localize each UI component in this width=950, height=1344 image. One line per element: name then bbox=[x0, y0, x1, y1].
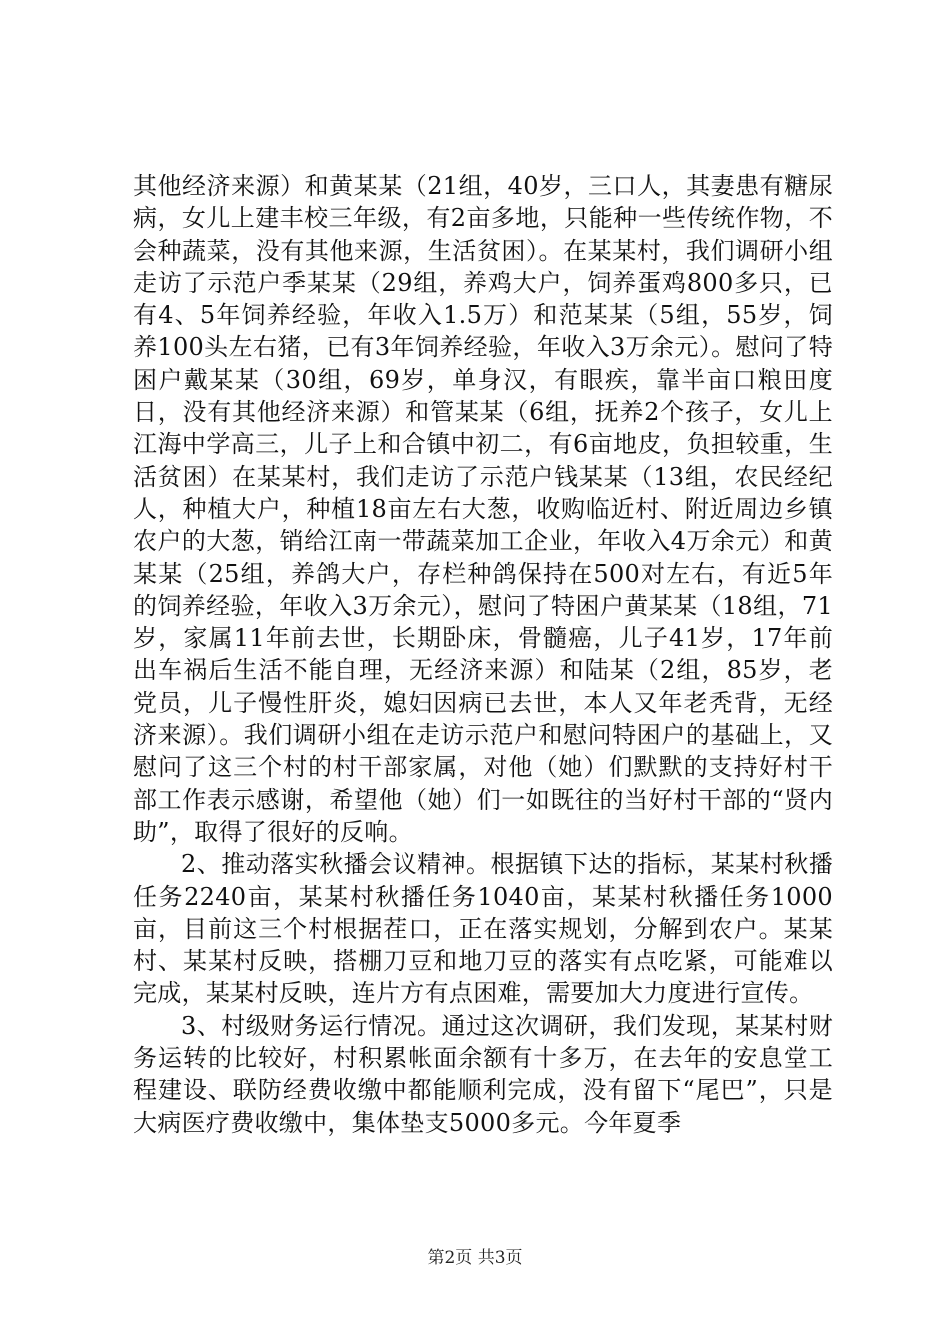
paragraph-continued: 其他经济来源）和黄某某（21组，40岁，三口人，其妻患有糖尿病，女儿上建丰校三年级，有2亩多地，只能种一些传统作物，不会种蔬菜，没有其他来源，生活贫困）。在某某村，我们调研小组走访了示范户季某某（29组，养鸡大户，饲养蛋鸡800多只，已有4、5年饲养经验，年收入1.5万）和范某某（5组，55岁，饲养100头左右猪，已有3年饲养经验，年收入3万余元）。慰问了特困户戴某某（30组，69岁，单身汉，有眼疾，靠半亩口粮田度日，没有其他经济来源）和管某某（6组，抚养2个孩子，女儿上江海中学高三，儿子上和合镇中初二，有6亩地皮，负担较重，生活贫困）在某某村，我们走访了示范户钱某某（13组，农民经纪人，种植大户，种植18亩左右大葱，收购临近村、附近周边乡镇农户的大葱，销给江南一带蔬菜加工企业，年收入4万余元）和黄某某（25组，养鸽大户，存栏种鸽保持在500对左右，有近5年的饲养经验，年收入3万余元），慰问了特困户黄某某（18组，71岁，家属11年前去世，长期卧床，骨髓癌，儿子41岁，17年前出车祸后生活不能自理，无经济来源）和陆某（2组，85岁，老党员，儿子慢性肝炎，媳妇因病已去世，本人又年老秃背，无经济来源）。我们调研小组在走访示范户和慰问特困户的基础上，又慰问了这三个村的村干部家属，对他（她）们默默的支持好村干部工作表示感谢，希望他（她）们一如既往的当好村干部的“贤内助”，取得了很好的反响。 bbox=[133, 172, 833, 846]
body-text bbox=[133, 170, 833, 1139]
paragraph-autumn-sowing: 2、推动落实秋播会议精神。根据镇下达的指标，某某村秋播任务2240亩，某某村秋播任务1040亩，某某村秋播任务1000亩，目前这三个村根据茬口，正在落实规划，分解到农户。某某村、某某村反映，搭棚刀豆和地刀豆的落实有点吃紧，可能难以完成，某某村反映，连片方有点困难，需要加大力度进行宣传。 bbox=[133, 850, 833, 1008]
paragraph-village-finance: 3、村级财务运行情况。通过这次调研，我们发现，某某村财务运转的比较好，村积累帐面余额有十多万，在去年的安息堂工程建设、联防经费收缴中都能顺利完成，没有留下“尾巴”，只是大病医疗费收缴中，集体垫支5000多元。今年夏季 bbox=[133, 1011, 833, 1137]
page-footer: 第2页 共3页 bbox=[427, 1248, 523, 1268]
